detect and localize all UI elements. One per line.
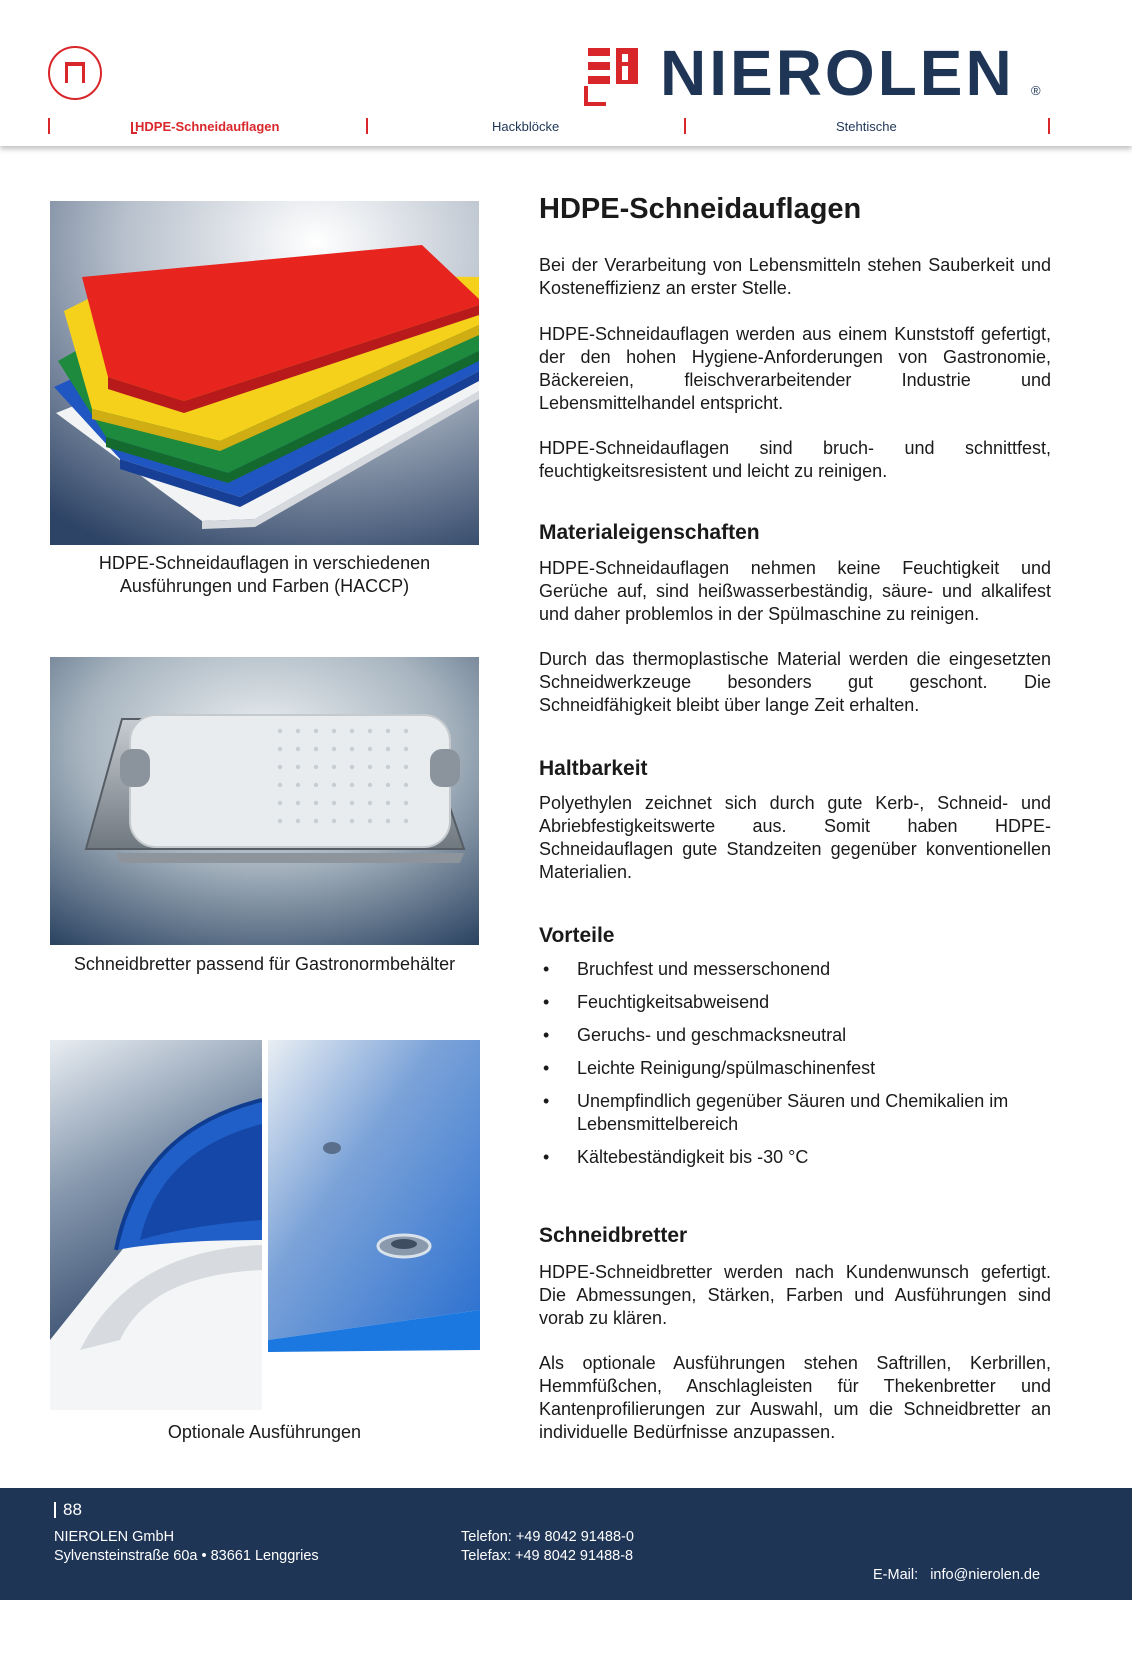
section-heading-schneidbretter: Schneidbretter (539, 1224, 688, 1247)
intro-paragraph: HDPE-Schneidauflagen sind bruch- und schnittfest, feuchtigkeitsresistent und leicht zu reinigen. (539, 438, 1051, 481)
section-paragraph: Polyethylen zeichnet sich durch gute Kerb-, Schneid- und Abriebfestigkeitswerte aus. Somit haben HDPE-Schneidauflagen gute Standzeiten gegenüber konventionellen Materialien. (539, 793, 1051, 882)
email-address[interactable]: E-Mail: info@nierolen.de (873, 1567, 1041, 1583)
page-footer (0, 1488, 1132, 1640)
section-heading-vorteile: Vorteile (539, 924, 615, 947)
page-number-marker (54, 1502, 56, 1518)
photo-juice-groove-board (50, 1040, 262, 1410)
nav-separator (48, 118, 50, 134)
section-heading-materialeigenschaften: Materialeigenschaften (539, 521, 760, 544)
section-paragraph: HDPE-Schneidbretter werden nach Kundenwunsch gefertigt. Die Abmessungen, Stärken, Farben und Ausführungen sind vorab zu klären. (539, 1262, 1051, 1328)
caption-line: HDPE-Schneidauflagen in verschiedenen (98, 553, 431, 573)
image-caption: Optionale Ausführungen (167, 1422, 362, 1442)
image-caption: Schneidbretter passend für Gastronormbehälter (73, 954, 456, 974)
caption-line: Ausführungen und Farben (HACCP) (119, 576, 410, 596)
brand-name: NIEROLEN (660, 37, 1015, 109)
list-item: • Feuchtigkeitsabweisend (539, 991, 1051, 1014)
photo-gastronorm-cutting-board (50, 657, 479, 945)
fax-number: Telefax: +49 8042 91488-8 (461, 1548, 634, 1564)
photo-colored-cutting-boards (50, 201, 479, 545)
list-item: • Unempfindlich gegenüber Säuren und Chemikalien im Lebensmittelbereich (539, 1090, 1051, 1136)
nav-separator (1048, 118, 1050, 134)
phone-number: Telefon: +49 8042 91488-0 (461, 1529, 634, 1545)
footer-company (54, 1528, 319, 1566)
intro-paragraph: HDPE-Schneidauflagen werden aus einem Kunststoff gefertigt, der den hohen Hygiene-Anforderungen von Gastronomie, Bäckereien, fleischverarbeitender Industrie und Lebensmittelhandel entspricht. (539, 324, 1051, 413)
nav-item-hdpe-schneidauflagen[interactable]: HDPE-Schneidauflagen (135, 119, 280, 134)
section-paragraph: HDPE-Schneidauflagen nehmen keine Feuchtigkeit und Gerüche auf, sind heißwasserbeständig, säure- und alkalifest und daher problemlos in der Spülmaschine zu reinigen. (539, 558, 1051, 624)
list-item: • Geruchs- und geschmacksneutral (539, 1024, 1051, 1047)
intro-paragraph: Bei der Verarbeitung von Lebensmitteln stehen Sauberkeit und Kosteneffizienz an erster Stelle. (539, 255, 1051, 298)
image-caption (50, 552, 479, 598)
nav-separator (366, 118, 368, 134)
website-link[interactable]: Internet: www.nierolen.de (873, 1624, 1037, 1640)
list-item: • Leichte Reinigung/spülmaschinenfest (539, 1057, 1051, 1080)
nav-separator (684, 118, 686, 134)
brand-logo-mark (584, 40, 654, 110)
footer-phone (461, 1528, 634, 1566)
list-item: • Bruchfest und messerschonend (539, 958, 1051, 981)
page-number: 88 (63, 1500, 82, 1519)
company-name: NIEROLEN GmbH (54, 1529, 175, 1545)
advantages-list (539, 958, 1051, 1179)
list-item: • Kältebeständigkeit bis -30 °C (539, 1146, 1051, 1169)
registered-mark: ® (1031, 83, 1041, 98)
section-nav (0, 116, 1132, 138)
section-paragraph: Als optionale Ausführungen stehen Saftrillen, Kerbrillen, Hemmfüßchen, Anschlagleisten für Thekenbretter und Kantenprofilierungen zur Auswahl, um die Schneidbretter an individuelle Bedürfnisse anzupassen. (539, 1353, 1051, 1442)
footer-contact (873, 1528, 1040, 1680)
section-paragraph: Durch das thermoplastische Material werden die eingesetzten Schneidwerkzeuge besonders gut geschont. Die Schneidfähigkeit bleibt über lange Zeit erhalten. (539, 649, 1051, 715)
page-title: HDPE-Schneidauflagen (539, 193, 862, 225)
nav-item-hackbloecke[interactable]: Hackblöcke (492, 119, 560, 134)
nav-item-stehtische[interactable]: Stehtische (836, 119, 897, 134)
section-heading-haltbarkeit: Haltbarkeit (539, 757, 648, 780)
photo-board-with-foot (268, 1040, 480, 1410)
table-icon (48, 46, 102, 100)
company-address: Sylvensteinstraße 60a • 83661 Lenggries (54, 1548, 319, 1564)
page-header (0, 0, 1132, 146)
